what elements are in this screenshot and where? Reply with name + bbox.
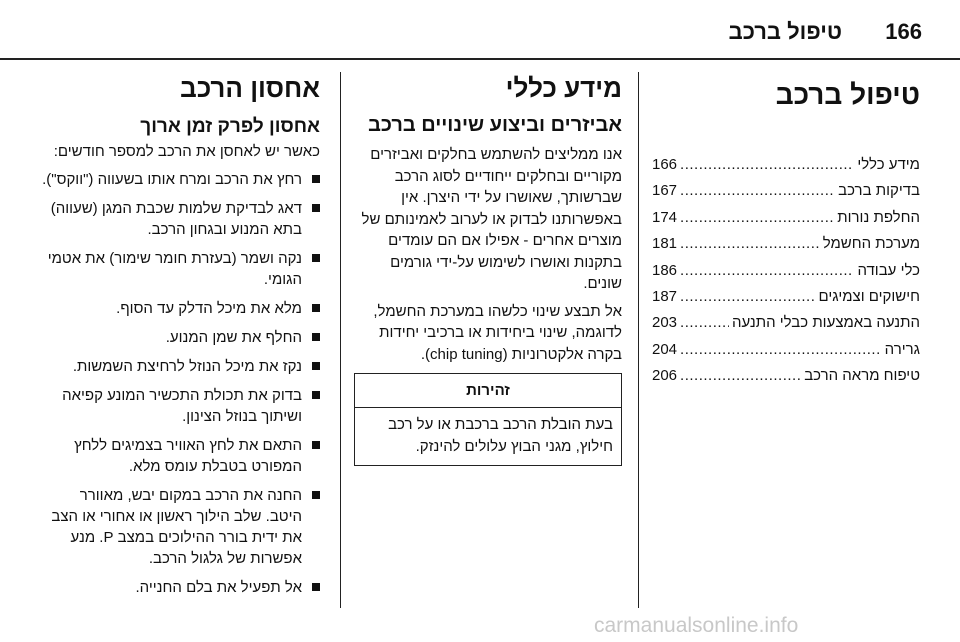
list-item-text: החלף את שמן המנוע. [165, 328, 302, 346]
watermark: carmanualsonline.info [594, 614, 799, 637]
list-item-text: מלא את מיכל הדלק עד הסוף. [116, 299, 302, 317]
running-title: טיפול ברכב [728, 19, 842, 44]
toc-title: טיפול ברכב [775, 79, 920, 110]
toc-leader [680, 262, 854, 279]
toc-leader [680, 367, 801, 384]
toc-item-page: 204 [652, 340, 678, 358]
toc-item[interactable] [652, 288, 920, 314]
toc-item-page: 174 [652, 208, 678, 226]
toc-item-label: טיפוח מראה הרכב [804, 367, 920, 385]
toc-leader [680, 182, 835, 199]
toc-item[interactable] [652, 235, 920, 261]
list-item-text: התאם את לחץ האוויר בצמיגים ללחץ המפורט בטבלת עומס מלא. [74, 436, 302, 475]
toc-leader [680, 156, 854, 173]
bullet-icon [312, 441, 320, 449]
toc-item-label: החלפת נורות [837, 208, 920, 226]
list-item [40, 248, 320, 290]
general-info-column [354, 72, 622, 466]
toc-item-label: חישוקים וצמיגים [818, 287, 920, 305]
toc-leader [680, 235, 820, 252]
bullet-icon [312, 362, 320, 370]
toc-leader [680, 314, 729, 331]
intro-paragraph: כאשר יש לאחסן את הרכב למספר חודשים: [53, 143, 320, 160]
toc-leader [680, 209, 834, 226]
list-item-text: רחץ את הרכב ומרח אותו בשעווה ("ווקס"). [42, 170, 302, 188]
toc-item[interactable] [652, 367, 920, 393]
list-item [40, 435, 320, 477]
toc-item-page: 203 [652, 314, 678, 332]
bullet-icon [312, 583, 320, 591]
page-header [0, 0, 960, 60]
toc-list [652, 156, 920, 394]
toc-item[interactable] [652, 314, 920, 340]
list-item [40, 169, 320, 190]
header-divider [0, 58, 960, 60]
paragraph: אנו ממליצים להשתמש בחלקים ואביזרים מקוריים ובחלקים ייחודיים לסוג הרכב שברשותך, שאושרו על ידי היצרן. אין באפשרותנו לבדוק או לערוב לאמינותם של מוצרים אחרים - אפילו אם הם עומדים בתקנות ואושרו לשימוש על-ידי גורמים שונים. [361, 146, 622, 292]
toc-item-page: 187 [652, 287, 678, 305]
list-item [40, 327, 320, 348]
toc-item-page: 167 [652, 182, 678, 200]
bullet-icon [312, 254, 320, 262]
list-item-text: דאג לבדיקת שלמות שכבת המגן (שעווה) בתא המנוע ובגחון הרכב. [50, 199, 302, 238]
toc-item[interactable] [652, 182, 920, 208]
caution-title: זהירות [355, 374, 621, 408]
list-item [40, 298, 320, 319]
paragraph: אל תבצע שינוי כלשהו במערכת החשמל, לדוגמה, שינוי ביחידות או ברכיבי יחידות בקרה אלקטרוניות (chip tuning). [373, 302, 622, 363]
section-title: מידע כללי [505, 73, 622, 103]
column-divider [638, 72, 639, 608]
list-item [40, 485, 320, 569]
list-item-text: נקה ושמר (בעזרת חומר שימור) את אטמי הגומי. [47, 249, 302, 288]
toc-leader [680, 288, 815, 305]
section-subtitle: אביזרים וביצוע שינויים ברכב [368, 114, 622, 136]
storage-checklist [40, 169, 320, 598]
toc-item-label: גרירה [884, 340, 920, 358]
list-item [40, 577, 320, 598]
column-divider [340, 72, 341, 608]
list-item-text: בדוק את תכולת התכשיר המונע קפיאה ושיתוך בנוזל הצינון. [62, 386, 302, 425]
toc-leader [680, 341, 882, 358]
bullet-icon [312, 304, 320, 312]
storage-column [40, 72, 320, 606]
toc-item-label: בדיקות ברכב [838, 182, 920, 200]
toc-item-page: 186 [652, 261, 678, 279]
toc-item-label: מידע כללי [857, 156, 920, 173]
bullet-icon [312, 175, 320, 183]
section-subtitle: אחסון לפרק זמן ארוך [140, 116, 320, 137]
toc-item[interactable] [652, 262, 920, 288]
toc-item-label: כלי עבודה [857, 261, 920, 279]
list-item [40, 198, 320, 240]
bullet-icon [312, 333, 320, 341]
section-title: אחסון הרכב [180, 73, 320, 103]
list-item-text: נקז את מיכל הנוזל לרחיצת השמשות. [72, 357, 302, 375]
toc-item[interactable] [652, 209, 920, 235]
bullet-icon [312, 491, 320, 499]
list-item [40, 385, 320, 427]
bullet-icon [312, 204, 320, 212]
toc-item-page: 166 [652, 156, 678, 173]
caution-box [354, 373, 622, 466]
toc-column [652, 72, 920, 394]
list-item-text: אל תפעיל את בלם החנייה. [135, 578, 302, 596]
toc-item-page: 206 [652, 367, 678, 385]
page-number: 166 [885, 19, 922, 44]
toc-item-label: התנעה באמצעות כבלי התנעה [731, 314, 920, 332]
list-item-text: החנה את הרכב במקום יבש, מאוורר היטב. שלב הילוך ראשון או אחורי או הצב את ידית בורר ההילוכים במצב P. מנע אפשרות של גלגול הרכב. [51, 486, 302, 567]
bullet-icon [312, 391, 320, 399]
toc-item-page: 181 [652, 235, 678, 253]
caution-text: בעת הובלת הרכב ברכבת או על רכב חילוץ, מגני הבוץ עלולים להינזק. [388, 416, 613, 455]
toc-item[interactable] [652, 341, 920, 367]
toc-item[interactable] [652, 156, 920, 182]
toc-item-label: מערכת החשמל [822, 235, 920, 253]
list-item [40, 356, 320, 377]
